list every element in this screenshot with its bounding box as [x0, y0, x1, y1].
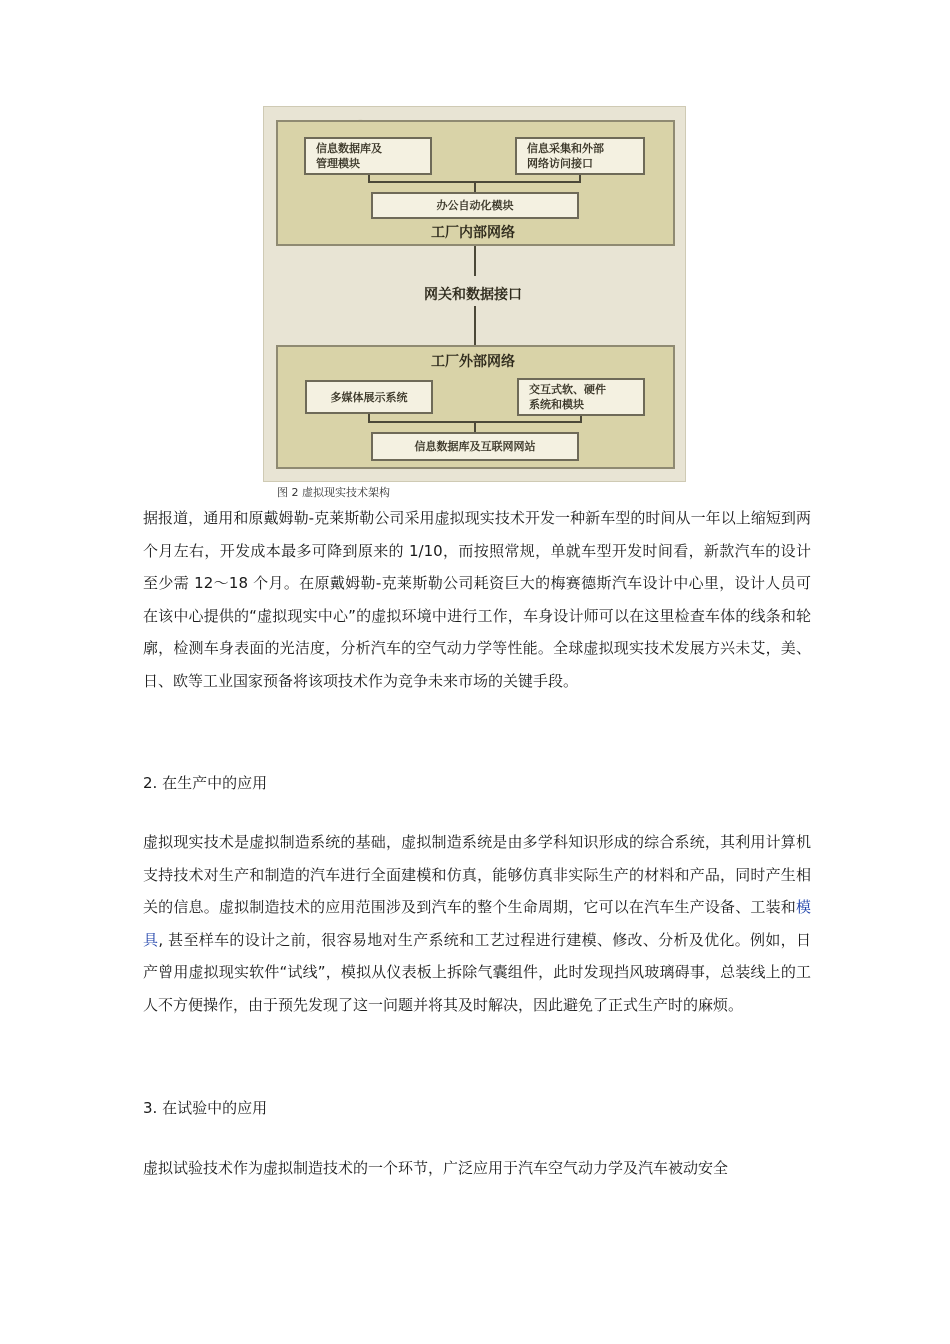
box-info-database-line2: 管理模块	[316, 157, 360, 170]
box-office-automation-label: 办公自动化模块	[436, 199, 514, 212]
connector	[474, 306, 476, 345]
box-web-database	[371, 432, 579, 461]
section-3-body: 虚拟试验技术作为虚拟制造技术的一个环节，广泛应用于汽车空气动力学及汽车被动安全	[143, 1159, 729, 1177]
section-2-heading: 2. 在生产中的应用	[143, 774, 268, 792]
gateway-label: 网关和数据接口	[424, 287, 522, 303]
box-info-access-line1: 信息采集和外部	[527, 142, 604, 155]
outer-network-label: 工厂外部网络	[431, 354, 515, 370]
section-3-heading: 3. 在试验中的应用	[143, 1099, 268, 1117]
box-interactive-line1: 交互式软、硬件	[529, 383, 606, 396]
inner-network-label: 工厂内部网络	[431, 225, 515, 241]
box-interactive	[517, 378, 645, 416]
paragraph-1: 据报道，通用和原戴姆勒-克莱斯勒公司采用虚拟现实技术开发一种新车型的时间从一年以上缩短到两个月左右，开发成本最多可降到原来的 1/10，而按照常规，单就车型开发时间看，新款汽车的设计至少需 12～18 个月。在原戴姆勒-克莱斯勒公司耗资巨大的梅赛德斯汽车设计中心里，设计人员可在该中心提供的“虚拟现实中心”的虚拟环境中进行工作，车身设计师可以在这里检查车体的线条和轮廓，检测车身表面的光洁度，分析汽车的空气动力学等性能。全球虚拟现实技术发展方兴未艾，美、日、欧等工业国家预备将该项技术作为竞争未来市场的关键手段。	[143, 509, 811, 690]
box-info-database-line1: 信息数据库及	[316, 142, 382, 155]
box-info-access	[515, 137, 645, 175]
box-multimedia-label: 多媒体展示系统	[330, 390, 408, 404]
box-interactive-line2: 系统和模块	[529, 398, 584, 411]
box-info-database	[304, 137, 432, 175]
box-office-automation	[371, 192, 579, 219]
section-2-text-cont: , 甚至样车的设计之前，很容易地对生产系统和工艺过程进行建模、修改、分析及优化。例如，日产曾用虚拟现实软件“试线”，模拟从仪表板上拆除气囊组件，此时发现挡风玻璃碍事，总装线上的工人不方便操作，由于预先发现了这一问题并将其及时解决，因此避免了正式生产时的麻烦。	[143, 930, 811, 1014]
mold-link[interactable]: 模具	[143, 898, 811, 949]
section-2-body	[143, 826, 811, 1021]
box-web-database-label: 信息数据库及互联网网站	[414, 440, 536, 453]
connector	[474, 246, 476, 276]
box-info-access-line2: 网络访问接口	[527, 157, 593, 170]
figure-caption: 图 2 虚拟现实技术架构	[277, 486, 390, 499]
box-multimedia	[305, 380, 433, 414]
section-2-text: 虚拟现实技术是虚拟制造系统的基础，虚拟制造系统是由多学科知识形成的综合系统，其利用计算机支持技术对生产和制造的汽车进行全面建模和仿真，能够仿真非实际生产的材料和产品，同时产生相关的信息。虚拟制造技术的应用范围涉及到汽车的整个生命周期，它可以在汽车生产设备、工装和	[143, 833, 811, 916]
